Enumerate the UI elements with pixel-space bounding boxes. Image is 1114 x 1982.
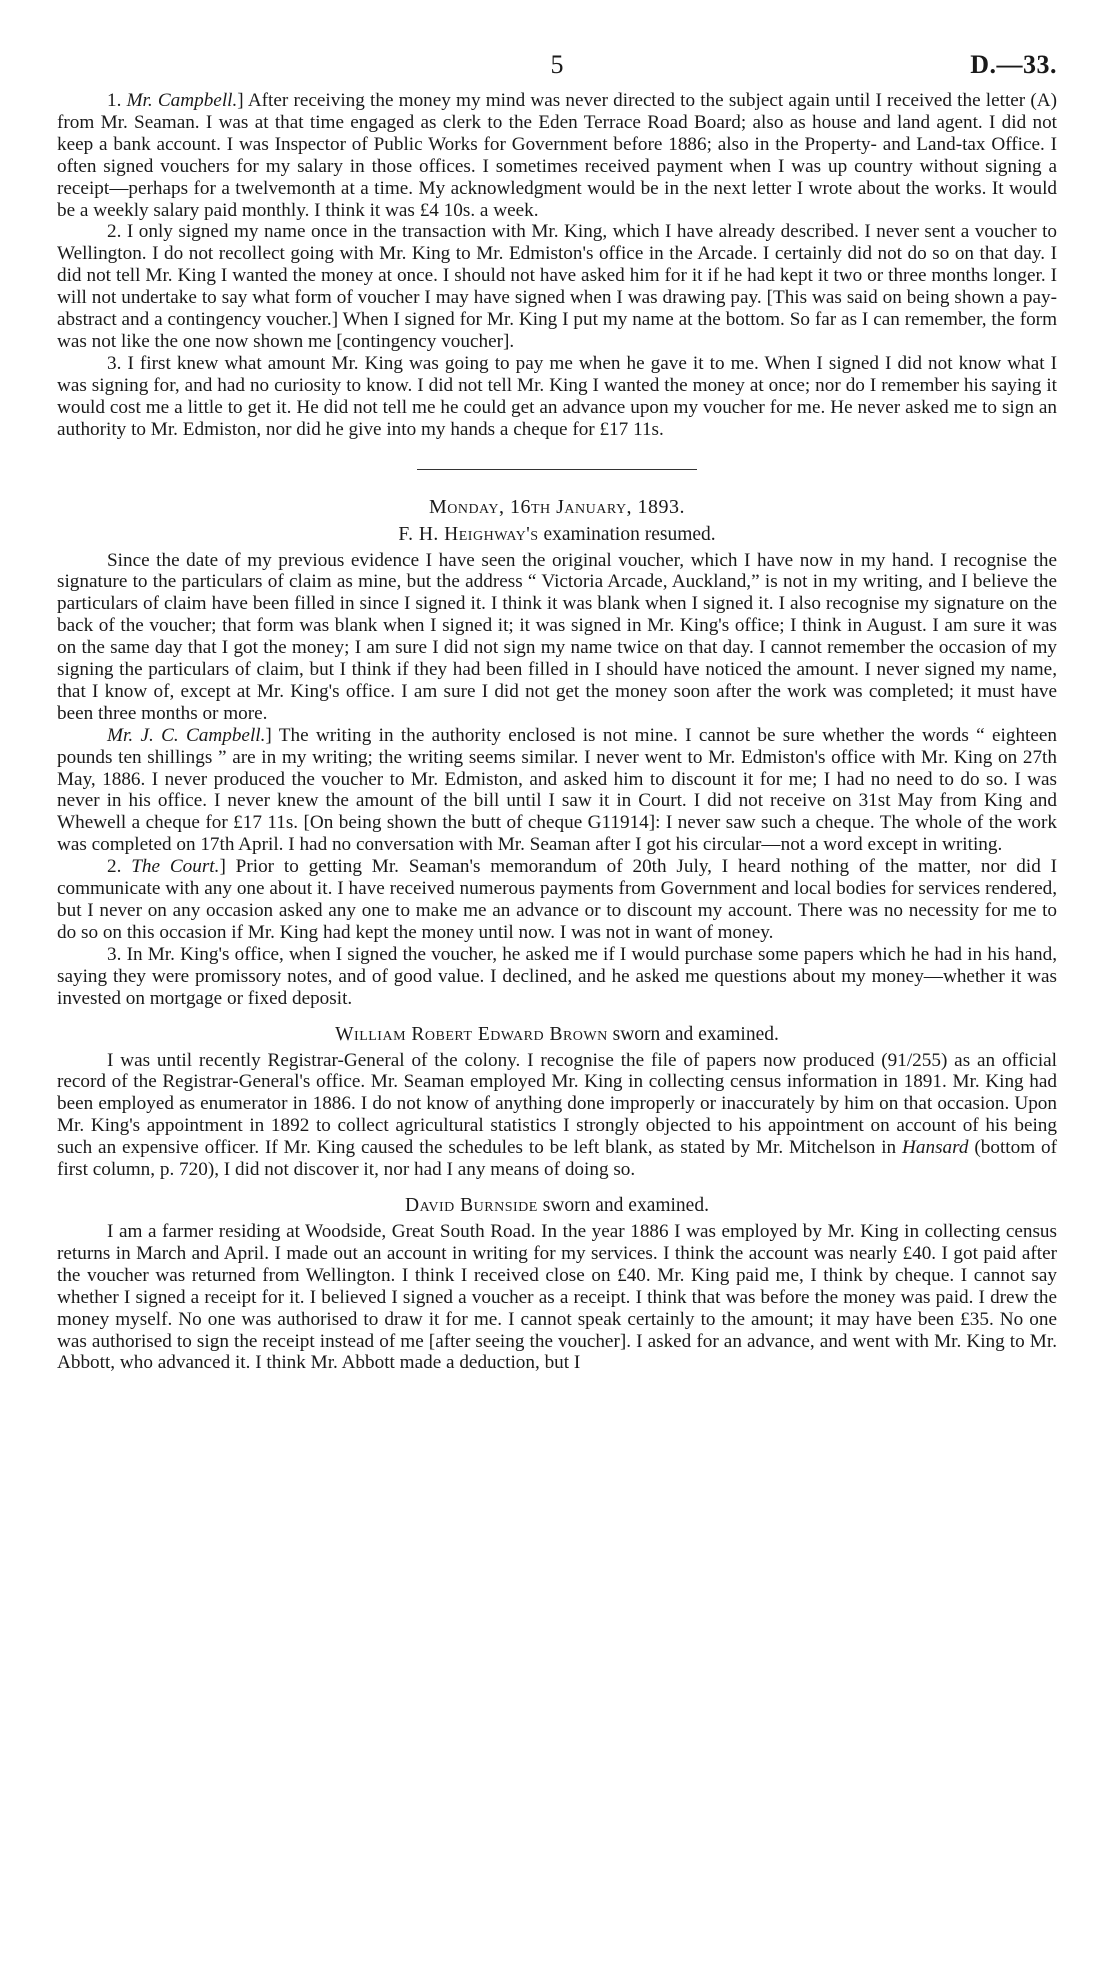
paragraph: Since the date of my previous evidence I have seen the original voucher, which I have now in my hand. I recognise the signature to the particulars of claim as mine, but the address “ Victoria Arcade, Auckland,” is not in my writing, and I believe the particulars of claim have been filled in since I signed it. I think it was blank when I signed it. I also recognise my signature on the back of the voucher; that form was blank when I signed it; it was signed in Mr. King's office; I think in August. I am sure it was on the same day that I got the money; I am sure I did not sign my name twice on that day. I cannot remember the occasion of my signing the particulars of claim, but I think if they had been filled in I should have noticed the amount. I never signed my name, that I know of, except at Mr. King's office. I am sure I did not get the money soon after the work was completed; it must have been three months or more. bbox=[57, 549, 1057, 724]
heading-text: examination resumed. bbox=[543, 523, 716, 545]
campbell-testimony bbox=[57, 90, 1057, 441]
burnside-examination bbox=[57, 1195, 1057, 1374]
heading-text: sworn and examined. bbox=[542, 1194, 709, 1216]
paragraph-text: I was until recently Registrar-General of the colony. I recognise the file of papers now produced (91/255) as an official record of the Registrar-General's office. Mr. Seaman employed Mr. King in collecting census information in 1891. Mr. King had been employed as enumerator in 1886. I do not know of anything done improperly or inaccurately by him on that occasion. Upon Mr. King's appointment in 1892 to collect agricultural statistics I strongly objected to his appointment on account of his being such an expensive officer. If Mr. King caused the schedules to be left blank, as stated by Mr. Mitchelson in bbox=[57, 1049, 1057, 1159]
heighway-examination bbox=[57, 524, 1057, 1010]
paragraph: 3. In Mr. King's office, when I signed the voucher, he asked me if I would purchase some papers which he had in his hand, saying they were promissory notes, and of good value. I declined, and he asked me questions about my money—whether it was invested on mortgage or fixed deposit. bbox=[57, 943, 1057, 1009]
paragraph: I am a farmer residing at Woodside, Great South Road. In the year 1886 I was employed by Mr. King in collecting census returns in March and April. I made out an account in writing for my services. I think the account was nearly £40. I got paid after the voucher was returned from Wellington. I think I received close on £40. Mr. King paid me, I think by cheque. I cannot say whether I signed a receipt for it. I believed I signed a voucher as a receipt. I think that was before the money was paid. I drew the money myself. No one was authorised to draw it for me. I cannot speak certainly to the amount; it may have been £35. No one was authorised to sign the receipt instead of me [after seeing the voucher]. I asked for an advance, and went with Mr. King to Mr. Abbott, who advanced it. I think Mr. Abbott made a deduction, but I bbox=[57, 1220, 1057, 1374]
page-header bbox=[57, 50, 1057, 90]
witness-name: William Robert Edward Brown bbox=[335, 1023, 608, 1045]
witness-name: F. H. Heighway's bbox=[398, 523, 539, 545]
section-heading bbox=[57, 1024, 1057, 1046]
heading-text: sworn and examined. bbox=[612, 1023, 779, 1045]
paragraph-text: Prior to getting Mr. Seaman's memorandum of 20th July, I heard nothing of the matter, nor did I communicate with any one about it. I have received numerous payments from Government and local bodies for services rendered, but I never on any occasion asked any one to make me an advance or to discount my account. There was no necessity for me to do so on this occasion if Mr. King had kept the money until now. I was not in want of money. bbox=[57, 856, 1058, 943]
publication-name: Hansard bbox=[902, 1137, 969, 1159]
paragraph-number: 2. bbox=[107, 856, 122, 878]
paragraph: Mr. J. C. Campbell.] The writing in the authority enclosed is not mine. I cannot be sure whether the words “ eighteen pounds ten shillings ” are in my writing; the writing seems similar. I never went to Mr. Edmiston's office with Mr. King on 27th May, 1886. I never produced the voucher to Mr. Edmiston, and asked him to discount it for me; I had no need to do so. I was never in his office. I never knew the amount of the bill until I saw it in Court. I did not receive on 31st May from King and Whewell a cheque for £17 11s. [On being shown the butt of cheque G11914]: I never saw such a cheque. The whole of the work was completed on 17th April. I had no conversation with Mr. Seaman after I got his circular—not a word except in writing. bbox=[57, 724, 1057, 856]
speaker-name: The Court. bbox=[131, 856, 220, 878]
brown-examination bbox=[57, 1024, 1057, 1181]
section-heading bbox=[57, 524, 1057, 546]
paragraph: 2. I only signed my name once in the transaction with Mr. King, which I have already described. I never sent a voucher to Wellington. I do not recollect going with Mr. King to Mr. Edmiston's office in the Arcade. I certainly did not do so on that day. I did not tell Mr. King I wanted the money at once. I should not have asked him for it if he had kept it two or three months longer. I will not undertake to say what form of voucher I may have signed when I was drawing pay. [This was said on being shown a pay-abstract and a contingency voucher.] When I signed for Mr. King I put my name at the bottom. So far as I can remember, the form was not like the one now shown me [contingency voucher]. bbox=[57, 221, 1057, 352]
paragraph: 3. I first knew what amount Mr. King was going to pay me when he gave it to me. When I signed I did not know what I was signing for, and had no curiosity to know. I did not tell Mr. King I wanted the money at once; nor do I remember his saying it would cost me a little to get it. He did not tell me he could get an advance upon my voucher for me. He never asked me to sign an authority to Mr. Edmiston, nor did he give into my hands a cheque for £17 11s. bbox=[57, 352, 1057, 440]
page-number: 5 bbox=[550, 50, 564, 79]
speaker-name: Mr. J. C. Campbell. bbox=[107, 724, 266, 746]
paragraph: 2. The Court.] Prior to getting Mr. Seaman's memorandum of 20th July, I heard nothing of the matter, nor did I communicate with any one about it. I have received numerous payments from Government and local bodies for services rendered, but I never on any occasion asked any one to make me an advance or to discount my account. There was no necessity for me to do so on this occasion if Mr. King had kept the money until now. I was not in want of money. bbox=[57, 856, 1058, 943]
paragraph bbox=[57, 1050, 1057, 1181]
document-reference: D.—33. bbox=[970, 50, 1057, 79]
section-heading bbox=[57, 1195, 1057, 1217]
section-divider bbox=[417, 469, 697, 470]
paragraph-text: (bottom of first column, p. 720), I did not discover it, nor had I any means of doing so. bbox=[57, 1137, 1058, 1181]
paragraph: 1. Mr. Campbell.] After receiving the money my mind was never directed to the subject again until I received the letter (A) from Mr. Seaman. I was at that time engaged as clerk to the Eden Terrace Road Board; also as house and land agent. I did not keep a bank account. I was Inspector of Public Works for Government before 1886; also in the Property- and Land-tax Office. I often signed vouchers for my salary in those offices. I sometimes received payment when I was up country without signing a receipt—perhaps for a twelvemonth at a time. My acknowledgment would be in the next letter I wrote about the works. It would be a weekly salary paid monthly. I think it was £4 10s. a week. bbox=[57, 90, 1058, 221]
paragraph-text: After receiving the money my mind was never directed to the subject again until I received the letter (A) from Mr. Seaman. I was at that time engaged as clerk to the Eden Terrace Road Board; also as house and land agent. I did not keep a bank account. I was Inspector of Public Works for Government before 1886; also in the Property- and Land-tax Office. I often signed vouchers for my salary in those offices. I sometimes received payment when I was up country without signing a receipt—perhaps for a twelvemonth at a time. My acknowledgment would be in the next letter I wrote about the works. It would be a weekly salary paid monthly. I think it was £4 10s. a week. bbox=[57, 90, 1058, 221]
speaker-name: Mr. Campbell. bbox=[126, 90, 238, 111]
witness-name: David Burnside bbox=[405, 1194, 538, 1216]
paragraph-text: The writing in the authority enclosed is not mine. I cannot be sure whether the words “ eighteen pounds ten shillings ” are in my writing; the writing seems similar. I never went to Mr. Edmiston's office with Mr. King on 27th May, 1886. I never produced the voucher to Mr. Edmiston, and asked him to discount it for me; I had no need to do so. I was never in his office. I never knew the amount of the bill until I saw it in Court. I did not receive on 31st May from King and Whewell a cheque for £17 11s. [On being shown the butt of cheque G11914]: I never saw such a cheque. The whole of the work was completed on 17th April. I had no conversation with Mr. Seaman after I got his circular—not a word except in writing. bbox=[57, 724, 1057, 856]
document-page bbox=[57, 50, 1057, 1374]
date-heading: Monday, 16th January, 1893. bbox=[428, 495, 686, 518]
